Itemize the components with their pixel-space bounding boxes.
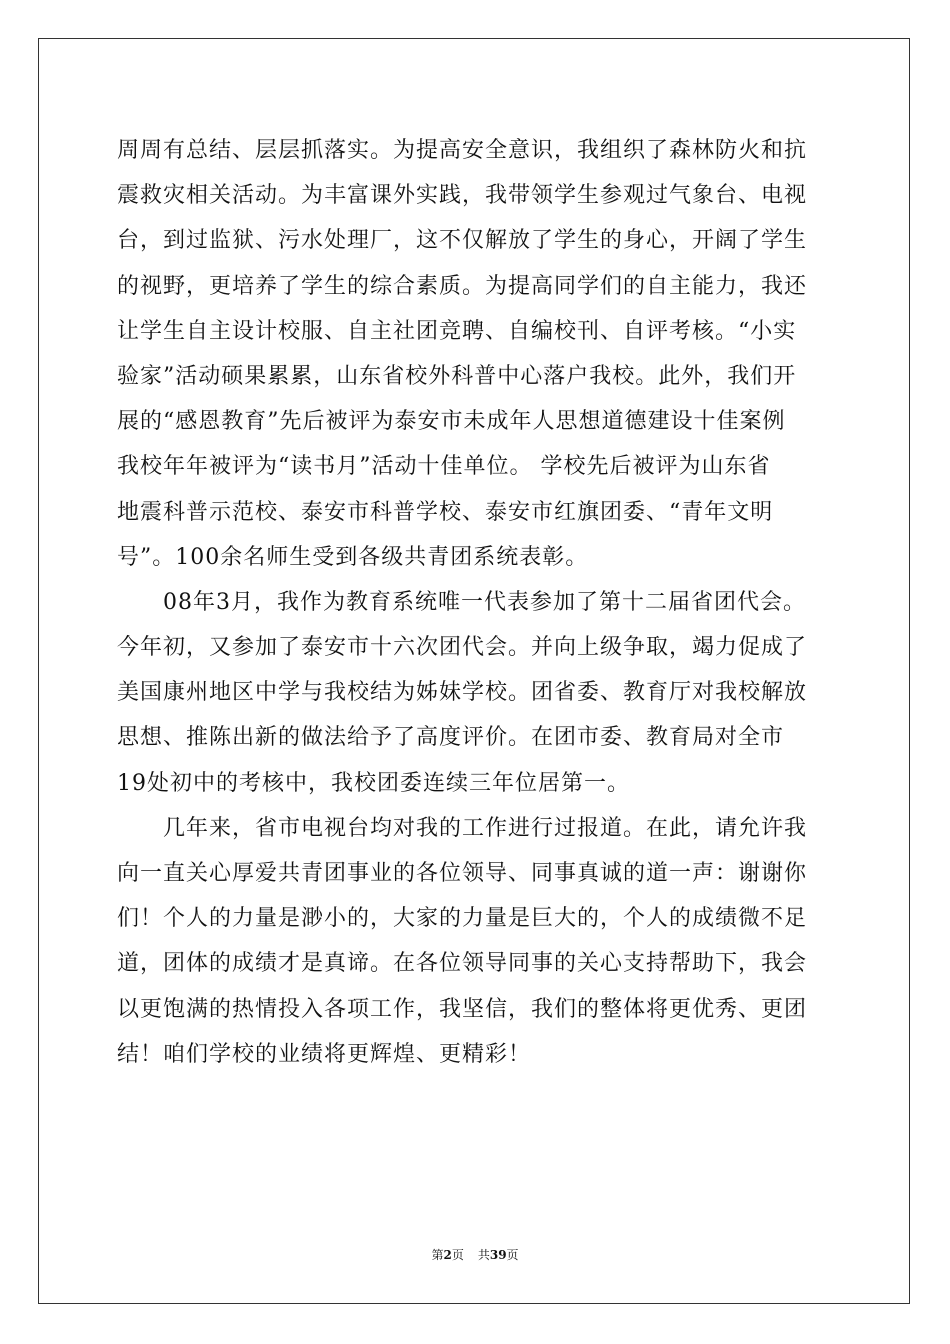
- text-line: 让学生自主设计校服、自主社团竞聘、自编校刊、自评考核。“小实: [117, 318, 797, 344]
- text-line: 思想、推陈出新的做法给予了高度评价。在团市委、教育局对全市: [117, 725, 785, 751]
- total-suffix: 页: [506, 1248, 519, 1262]
- text-line: 我校年年被评为“读书月”活动十佳单位。 学校先后被评为山东省: [117, 454, 771, 480]
- text-line: 结！咱们学校的业绩将更辉煌、更精彩！: [117, 1041, 532, 1067]
- text-line: 几年来，省市电视台均对我的工作进行过报道。在此，请允许我: [117, 815, 808, 841]
- total-prefix: 共: [477, 1248, 490, 1262]
- text-line: 展的“感恩教育”先后被评为泰安市未成年人思想道德建设十佳案例: [117, 409, 786, 435]
- text-line: 以更饱满的热情投入各项工作，我坚信，我们的整体将更优秀、更团: [117, 996, 808, 1022]
- text-line: 周周有总结、层层抓落实。为提高安全意识，我组织了森林防火和抗: [117, 138, 808, 163]
- current-page-number: 2: [443, 1248, 452, 1262]
- text-line: 地震科普示范校、泰安市科普学校、泰安市红旗团委、“青年文明: [117, 499, 774, 525]
- text-line: 美国康州地区中学与我校结为姊妹学校。团省委、教育厅对我校解放: [117, 680, 808, 706]
- text-line: 台，到过监狱、污水处理厂，这不仅解放了学生的身心，开阔了学生: [117, 228, 808, 254]
- page-prefix: 第: [431, 1248, 444, 1262]
- text-line: 向一直关心厚爱共青团事业的各位领导、同事真诚的道一声：谢谢你: [117, 861, 808, 886]
- text-line: 震救灾相关活动。为丰富课外实践，我带领学生参观过气象台、电视: [117, 183, 808, 209]
- text-line: 验家”活动硕果累累，山东省校外科普中心落户我校。此外，我们开: [117, 363, 797, 389]
- text-line: 的视野，更培养了学生的综合素质。为提高同学们的自主能力，我还: [117, 273, 808, 299]
- text-line: 今年初，又参加了泰安市十六次团代会。并向上级争取，竭力促成了: [117, 635, 808, 661]
- text-line: 08年3月，我作为教育系统唯一代表参加了第十二届省团代会。: [117, 589, 806, 615]
- page-suffix: 页: [451, 1248, 464, 1262]
- body-text: [117, 128, 837, 1077]
- text-line: 号”。100余名师生受到各级共青团系统表彰。: [117, 544, 589, 570]
- text-line: 19处初中的考核中，我校团委连续三年位居第一。: [117, 770, 630, 796]
- text-line: 道，团体的成绩才是真谛。在各位领导同事的关心支持帮助下，我会: [117, 951, 808, 977]
- text-line: 们！个人的力量是渺小的，大家的力量是巨大的，个人的成绩微不足: [117, 906, 808, 932]
- page-footer: [0, 1247, 950, 1263]
- total-page-count: 39: [489, 1248, 507, 1262]
